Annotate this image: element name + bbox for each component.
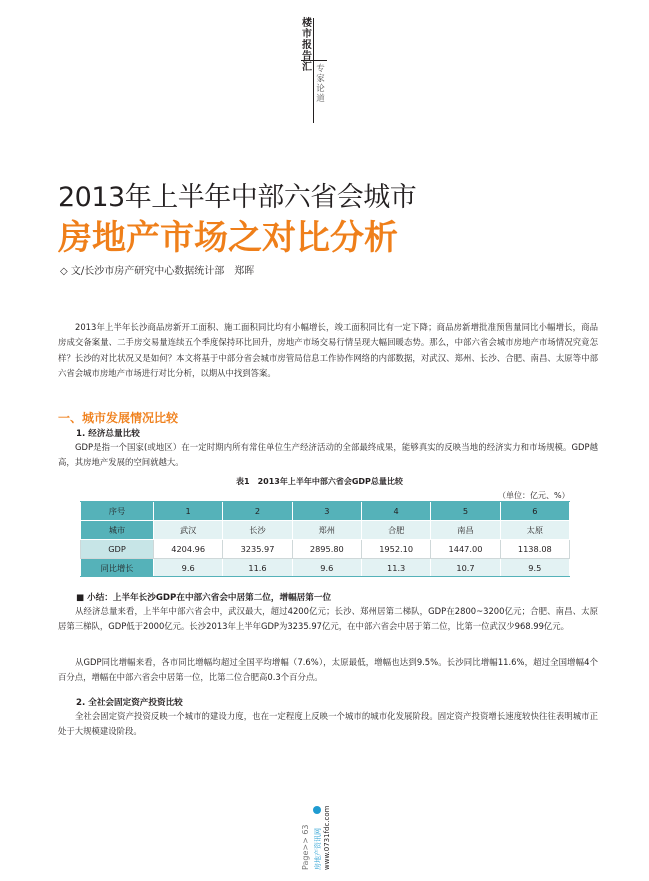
table-cell: 10.7 (431, 559, 500, 578)
subsection-heading-1: 1. 经济总量比较 (76, 429, 140, 439)
column-tag-divider (313, 18, 314, 123)
intro-paragraph: 2013年上半年长沙商品房新开工面积、施工面积同比均有小幅增长，竣工面积同比有一定下降；商品房新增批准预售量同比小幅增长，商品房成交备案量、二手房交易量连续五个季度保持环比回升，房地产市场交易行情呈现大幅回暖态势。那么，中部六省会城市房地产市场情况究竟怎样？长沙的对比状况又是如何？本文将基于中部分省会城市房管局信息工作协作网络的内部数据，对武汉、郑州、长沙、合肥、南昌、太原等中部六省会城市房地产市场进行对比分析，以期从中找到答案。 (58, 322, 598, 379)
site-name: 房地产资讯网 (314, 828, 322, 870)
table-cell: 长沙 (223, 521, 292, 540)
table-cell: 郑州 (292, 521, 361, 540)
table-cell: 武汉 (154, 521, 223, 540)
row-label: 序号 (81, 502, 154, 521)
row-label: 同比增长 (81, 559, 154, 578)
table-cell: 9.6 (154, 559, 223, 578)
summary-paragraph-2: 从GDP同比增幅来看，各市同比增幅均超过全国平均增幅（7.6%），太原最低，增幅也达到9.5%。长沙同比增幅11.6%，超过全国增幅4个百分点，增幅在中部六省会中居第一位，比第二位合肥高0.3个百分点。 (58, 657, 598, 683)
table-cell: 2895.80 (292, 540, 361, 559)
page-title-line2: 房地产市场之对比分析 (58, 218, 398, 258)
row-label: GDP (81, 540, 154, 559)
logo-dot-icon (313, 806, 321, 814)
table-cell: 4204.96 (154, 540, 223, 559)
table-cell: 9.5 (500, 559, 569, 578)
column-tag-main: 楼市报告汇 (302, 18, 312, 73)
table-cell: 1447.00 (431, 540, 500, 559)
subsection-1-text: GDP是指一个国家(或地区）在一定时期内所有常住单位生产经济活动的全部最终成果，能够真实的反映当地的经济实力和市场规模。GDP越高，其房地产发展的空间就越大。 (58, 442, 598, 468)
site-url: www.0731fdc.com (323, 805, 331, 870)
table-cell: 9.6 (292, 559, 361, 578)
column-tag (299, 14, 329, 124)
table-cell: 合肥 (361, 521, 430, 540)
table-unit: （单位：亿元、%） (498, 491, 570, 500)
table-cell: 1138.08 (500, 540, 569, 559)
byline: ◇ 文/长沙市房产研究中心数据统计部 郑晖 (60, 266, 255, 277)
column-tag-sub: 专家论道 (316, 64, 325, 104)
page-number: Page>> 63 (301, 824, 310, 870)
table-cell: 太原 (500, 521, 569, 540)
table-cell: 1952.10 (361, 540, 430, 559)
table-cell: 11.6 (223, 559, 292, 578)
table-cell: 2 (223, 502, 292, 521)
subsection-2-text: 全社会固定资产投资反映一个城市的建设力度，也在一定程度上反映一个城市的城市化发展阶段。固定资产投资增长速度较快往往表明城市正处于大规模建设阶段。 (58, 711, 598, 737)
table-cell: 4 (361, 502, 430, 521)
table-cell: 6 (500, 502, 569, 521)
summary-heading: ■ 小结：上半年长沙GDP在中部六省会中居第二位，增幅居第一位 (76, 593, 332, 603)
table-cell: 11.3 (361, 559, 430, 578)
table-cell: 3235.97 (223, 540, 292, 559)
table-cell: 1 (154, 502, 223, 521)
row-label: 城市 (81, 521, 154, 540)
summary-paragraph-1: 从经济总量来看，上半年中部六省会中，武汉最大，超过4200亿元；长沙、郑州居第二梯队，GDP在2800~3200亿元；合肥、南昌、太原居第三梯队，GDP低于2000亿元。长沙2013年上半年GDP为3235.97亿元，在中部六省会中居于第二位，比第一位武汉少968.99亿元。 (58, 606, 598, 632)
table-cell: 3 (292, 502, 361, 521)
table-cell: 5 (431, 502, 500, 521)
table-border (80, 501, 570, 577)
subsection-heading-2: 2. 全社会固定资产投资比较 (76, 698, 183, 708)
section-heading: 一、城市发展情况比较 (58, 411, 179, 425)
table-cell: 南昌 (431, 521, 500, 540)
table-caption: 表1 2013年上半年中部六省会GDP总量比较 (236, 477, 403, 486)
page-footer (301, 805, 352, 875)
page-title-line1: 2013年上半年中部六省会城市 (58, 182, 417, 213)
